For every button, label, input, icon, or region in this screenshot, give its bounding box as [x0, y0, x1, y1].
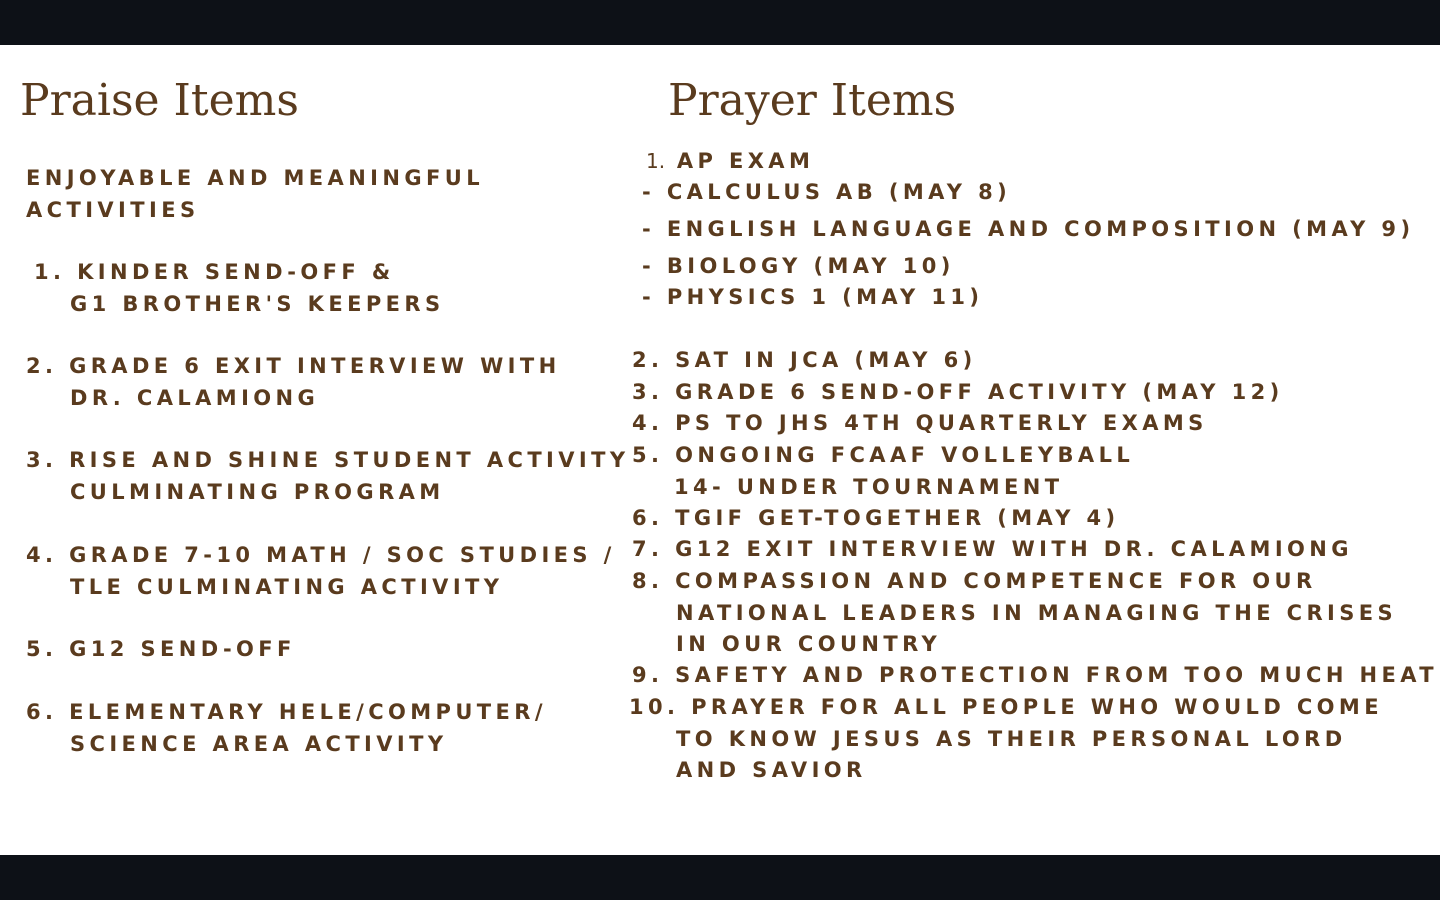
praise-intro-line1: ENJOYABLE AND MEANINGFUL [26, 166, 484, 190]
praise-item-4 [26, 540, 616, 603]
prayer-item-3: 3. GRADE 6 SEND-OFF ACTIVITY (MAY 12) [632, 380, 1284, 404]
prayer-heading: Prayer Items [668, 75, 957, 126]
prayer-item-2: 2. SAT IN JCA (MAY 6) [632, 348, 977, 372]
prayer-ap-subject-1: - CALCULUS AB (MAY 8) [642, 180, 1012, 204]
praise-item-6-line2: SCIENCE AREA ACTIVITY [70, 731, 448, 756]
bottom-letterbox-bar [0, 855, 1440, 900]
praise-item-6 [26, 697, 547, 760]
prayer-item-10-line3: AND SAVIOR [676, 758, 867, 782]
praise-item-2-line2: DR. CALAMIONG [70, 385, 320, 410]
prayer-ap-subject-4: - PHYSICS 1 (MAY 11) [642, 285, 984, 309]
prayer-ap-title: AP EXAM [676, 149, 815, 173]
praise-heading: Praise Items [20, 75, 299, 126]
prayer-item-8-line3: IN OUR COUNTRY [676, 632, 942, 656]
praise-item-1-line1: 1. KINDER SEND-OFF & [34, 260, 395, 284]
prayer-item-5 [632, 440, 1134, 503]
praise-item-1 [34, 257, 444, 320]
prayer-item-10-line2: TO KNOW JESUS AS THEIR PERSONAL LORD [676, 726, 1347, 751]
praise-intro [26, 163, 484, 226]
prayer-item-4: 4. PS TO JHS 4TH QUARTERLY EXAMS [632, 411, 1208, 435]
prayer-ap-exam [646, 146, 814, 178]
prayer-item-10 [629, 692, 1383, 787]
prayer-item-8 [632, 566, 1397, 661]
praise-item-2 [26, 351, 561, 414]
praise-item-4-line2: TLE CULMINATING ACTIVITY [70, 574, 504, 599]
prayer-item-10-line1: 10. PRAYER FOR ALL PEOPLE WHO WOULD COME [629, 695, 1383, 719]
prayer-item-7: 7. G12 EXIT INTERVIEW WITH DR. CALAMIONG [632, 537, 1353, 561]
praise-intro-line2: ACTIVITIES [26, 197, 200, 222]
praise-item-5-line1: 5. G12 SEND-OFF [26, 637, 296, 661]
praise-item-2-line1: 2. GRADE 6 EXIT INTERVIEW WITH [26, 354, 561, 378]
prayer-ap-number: 1. [646, 149, 666, 173]
prayer-ap-subject-3: - BIOLOGY (MAY 10) [642, 254, 955, 278]
praise-item-1-line2: G1 BROTHER'S KEEPERS [70, 291, 445, 316]
praise-item-5 [26, 634, 296, 666]
prayer-item-5-line2: 14- UNDER TOURNAMENT [674, 474, 1064, 499]
prayer-item-5-line1: 5. ONGOING FCAAF VOLLEYBALL [632, 443, 1135, 467]
praise-item-6-line1: 6. ELEMENTARY HELE/COMPUTER/ [26, 700, 547, 724]
praise-item-3-line1: 3. RISE AND SHINE STUDENT ACTIVITY [26, 448, 630, 472]
prayer-item-6: 6. TGIF GET-TOGETHER (MAY 4) [632, 506, 1120, 530]
praise-item-3-line2: CULMINATING PROGRAM [70, 479, 445, 504]
praise-item-3 [26, 445, 629, 508]
slide [0, 45, 1440, 855]
prayer-item-9: 9. SAFETY AND PROTECTION FROM TOO MUCH HEAT [632, 663, 1438, 687]
praise-item-4-line1: 4. GRADE 7-10 MATH / SOC STUDIES / [26, 543, 616, 567]
prayer-ap-subject-2: - ENGLISH LANGUAGE AND COMPOSITION (MAY 9) [642, 217, 1415, 241]
prayer-item-8-line1: 8. COMPASSION AND COMPETENCE FOR OUR [632, 569, 1317, 593]
top-letterbox-bar [0, 0, 1440, 45]
prayer-item-8-line2: NATIONAL LEADERS IN MANAGING THE CRISES [676, 600, 1398, 625]
